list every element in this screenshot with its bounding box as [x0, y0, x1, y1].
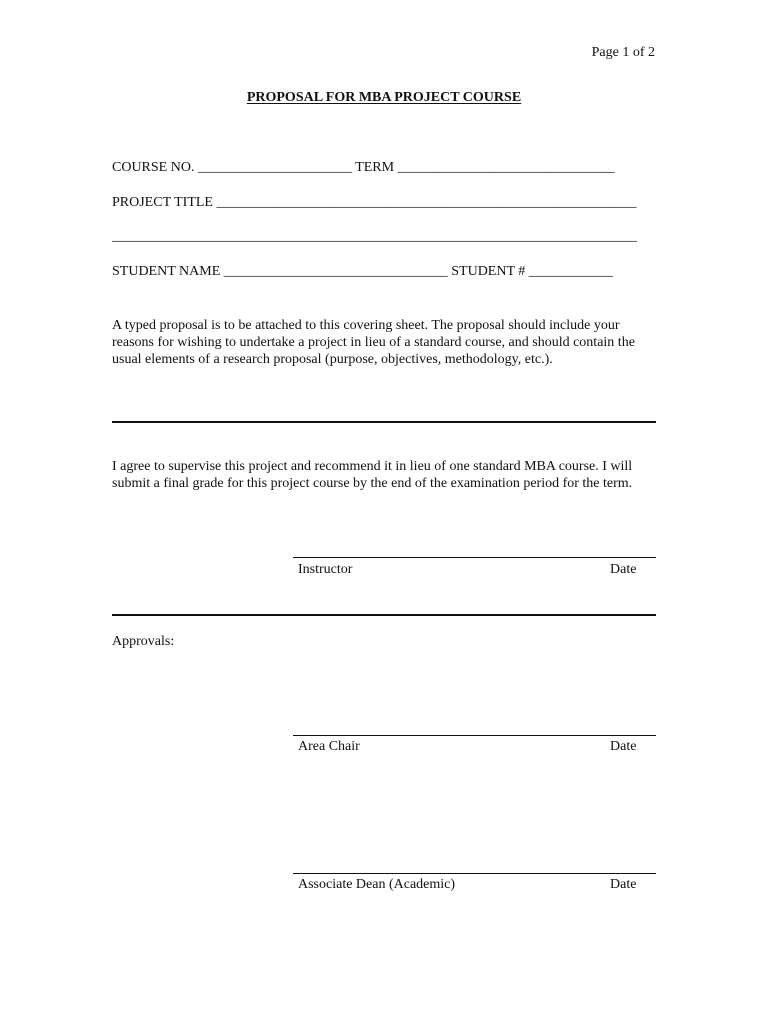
instructor-signature-line[interactable]	[293, 557, 656, 558]
instructor-label: Instructor	[298, 562, 353, 577]
area-chair-date-label: Date	[610, 739, 637, 754]
area-chair-signature-line[interactable]	[293, 735, 656, 736]
page-title	[0, 90, 768, 106]
project-title-continuation-field[interactable]: ___________________________________________________________________________	[112, 229, 637, 244]
associate-dean-signature-line[interactable]	[293, 873, 656, 874]
section-divider	[112, 614, 656, 616]
associate-dean-date-label: Date	[610, 877, 637, 892]
instructor-date-label: Date	[610, 562, 637, 577]
associate-dean-label: Associate Dean (Academic)	[298, 877, 456, 892]
page-title-text: PROPOSAL FOR MBA PROJECT COURSE	[246, 90, 522, 105]
approvals-heading: Approvals:	[112, 634, 175, 649]
instructions-paragraph: A typed proposal is to be attached to this covering sheet. The proposal should include your reasons for wishing to undertake a project in lieu of a standard course, and should contain the usual elements of a research proposal (purpose, objectives, methodology, etc.).	[112, 318, 635, 367]
course-term-field[interactable]: COURSE NO. ______________________ TERM _______________________________	[112, 160, 615, 175]
student-field[interactable]: STUDENT NAME ________________________________ STUDENT # ____________	[112, 264, 613, 279]
page-number: Page 1 of 2	[591, 45, 655, 60]
area-chair-label: Area Chair	[298, 739, 360, 754]
agreement-paragraph: I agree to supervise this project and recommend it in lieu of one standard MBA course. I will submit a final grade for this project course by the end of the examination period for the term.	[112, 459, 633, 491]
project-title-field[interactable]: PROJECT TITLE ____________________________________________________________	[112, 195, 637, 210]
section-divider	[112, 421, 656, 423]
